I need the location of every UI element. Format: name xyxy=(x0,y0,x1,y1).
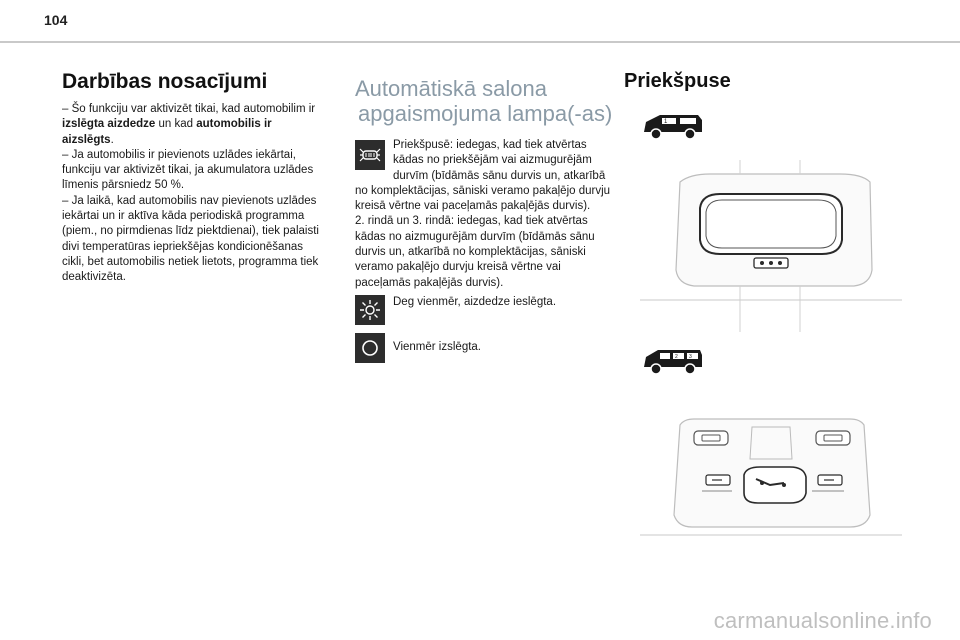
circle-off-icon xyxy=(355,333,385,363)
text-segment: – Šo funkciju var aktivizēt tikai, kad automobilim ir xyxy=(62,103,316,115)
title-line-1: Automātiskā salona xyxy=(355,76,547,101)
column-operating-conditions xyxy=(62,70,324,286)
van1-badge: 1 xyxy=(664,119,668,125)
column-courtesy-lamps xyxy=(355,70,617,363)
footer-watermark: carmanualsonline.info xyxy=(713,608,932,633)
section-title-operating-conditions: Darbības nosacījumi xyxy=(62,70,268,93)
rear-rows-text: 2. rindā un 3. rindā: iedegas, kad tiek atvērtas kādas no aizmugurējām durvīm (bīdāmās sānu durvis un, atkarībā no komplektācijas, sāniski veramo pakaļējo durvju kreisā vērtne vai paceļamās pakaļējās durvis). xyxy=(355,215,595,289)
always-off-text: Vienmēr izslēgta. xyxy=(393,340,481,353)
always-off-row xyxy=(355,331,617,363)
column-front xyxy=(624,70,924,101)
section-title-front: Priekšpuse xyxy=(624,70,731,92)
van-icon-two-seats xyxy=(640,110,706,142)
door-mode-block xyxy=(355,138,617,291)
van-icon-three-rows xyxy=(640,345,706,377)
header-rule xyxy=(0,41,960,43)
van2-badge-b: 3 xyxy=(689,354,692,360)
page-number: 104 xyxy=(44,12,68,28)
text-bold-vehicle-locked: automobilis ir aizslēgts xyxy=(62,118,272,146)
paragraph-condition-2: – Ja automobilis ir pievienots uzlādes iekārtai, funkciju var aktivizēt tikai, ja akumulatora uzlādes līmenis pārsniedz 50 %. xyxy=(62,148,314,192)
door-mode-text: Priekšpusē: iedegas, kad tiek atvērtas kādas no priekšējām vai aizmugurējām durvīm (bīdāmās sānu durvis un, atkarībā no komplektācijas, sāniski veramo pakaļējo durvju kreisā vērtne vai paceļamās pakaļējās durvis). xyxy=(355,139,611,213)
text-segment: . xyxy=(110,133,114,146)
door-lamp-icon xyxy=(355,140,385,170)
text-bold-ignition-off: izslēgta aizdedze xyxy=(62,118,156,131)
title-line-2: apgaismojuma lampa(-as) xyxy=(358,101,613,126)
paragraph-condition-1 xyxy=(62,102,324,148)
sun-icon xyxy=(355,295,385,325)
section-title-courtesy-lamps xyxy=(355,76,617,126)
text-segment: un kad xyxy=(155,118,197,131)
van2-badge-a: 2 xyxy=(675,354,678,360)
always-on-text: Deg vienmēr, aizdedze ieslēgta. xyxy=(393,295,557,308)
paragraph-condition-3: – Ja laikā, kad automobilis nav pievienots uzlādes iekārtai un ir aktīva kāda periodiskā programma (piem., no pirmdienas līdz piektdienai), tiek palaisti divi temperatūras iepriekšējas kondicionēšanas cikli, bet automobilis netiek lietots, programma tiek deaktivizēta. xyxy=(62,194,319,284)
front-courtesy-lamp-illustration xyxy=(640,160,902,332)
rear-roof-console-illustration xyxy=(640,415,902,545)
always-on-row xyxy=(355,293,617,325)
